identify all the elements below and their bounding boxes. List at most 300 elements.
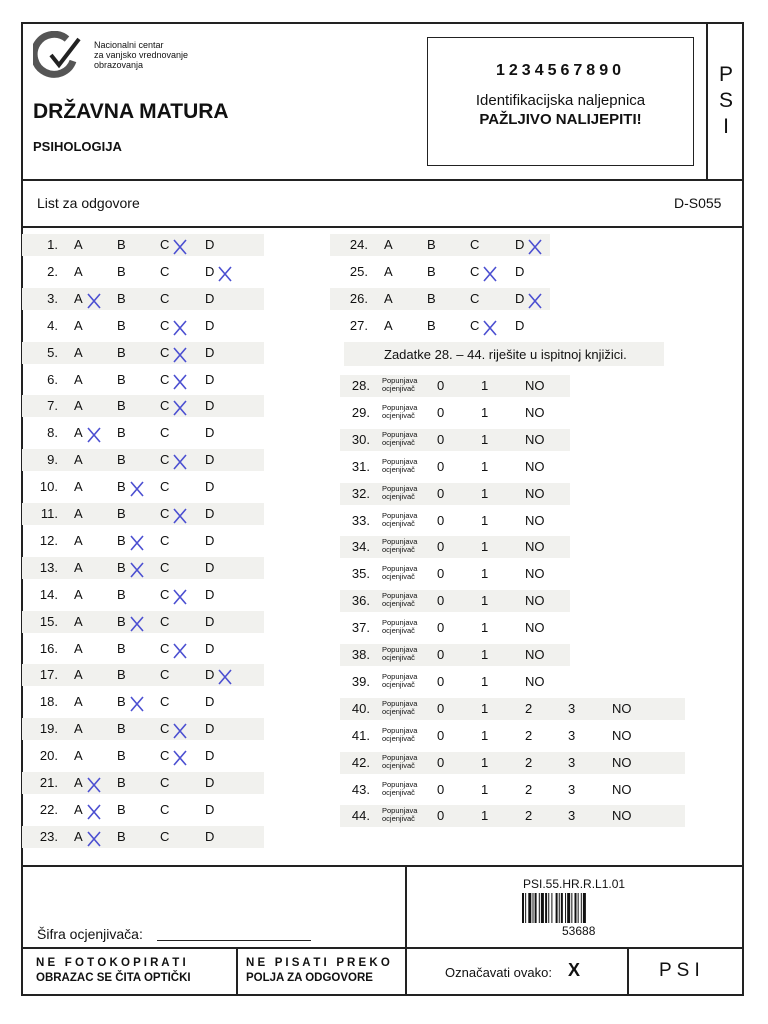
grader-label-line: Popunjava <box>382 591 418 601</box>
answer-option-b[interactable]: B <box>117 801 126 817</box>
score-option[interactable]: NO <box>612 727 632 743</box>
marked-x-icon <box>170 721 190 741</box>
grader-label-line: ocjenjivač <box>382 545 415 555</box>
grader-code-line[interactable] <box>157 940 311 941</box>
answer-option-a[interactable]: A <box>74 640 83 656</box>
answer-option-d[interactable]: D <box>205 613 215 629</box>
answer-option-d[interactable]: D <box>205 748 215 764</box>
answer-option-a[interactable]: A <box>74 371 83 387</box>
answer-option-a[interactable]: A <box>74 290 83 306</box>
answer-option-d[interactable]: D <box>205 801 215 817</box>
answer-option-d[interactable]: D <box>205 775 215 790</box>
score-option[interactable]: 2 <box>525 808 533 824</box>
answer-option-d[interactable]: D <box>205 640 215 656</box>
score-option[interactable]: 0 <box>437 539 445 555</box>
mc-answer-row <box>22 638 264 660</box>
marked-x-icon <box>170 587 190 607</box>
answer-option-c[interactable]: C <box>160 748 170 764</box>
answer-option-b[interactable]: B <box>117 398 126 414</box>
score-option[interactable]: 1 <box>481 458 489 474</box>
score-option[interactable]: 1 <box>481 727 489 743</box>
question-number: 18. <box>39 694 58 710</box>
score-option[interactable]: 3 <box>568 727 576 743</box>
graded-item-row <box>340 671 570 693</box>
score-option[interactable]: 1 <box>481 566 489 582</box>
answer-option-d[interactable]: D <box>205 452 215 468</box>
score-option[interactable]: 1 <box>481 539 489 555</box>
question-number: 16. <box>39 640 58 656</box>
question-number: 29. <box>351 404 370 420</box>
question-number: 27. <box>349 317 368 333</box>
answer-option-b[interactable]: B <box>117 506 126 521</box>
answer-option-d[interactable]: D <box>205 371 215 387</box>
score-option[interactable]: NO <box>525 647 545 662</box>
mc-answer-row <box>22 557 264 579</box>
marked-x-icon <box>84 775 104 795</box>
score-option[interactable]: 1 <box>481 781 489 797</box>
score-option[interactable]: 3 <box>568 781 576 797</box>
answer-option-a[interactable]: A <box>384 317 393 333</box>
score-option[interactable]: 2 <box>525 700 533 716</box>
answer-option-d[interactable]: D <box>205 828 215 844</box>
barcode-bar <box>528 893 531 923</box>
answer-option-a[interactable]: A <box>384 263 393 279</box>
footer-split-3 <box>627 947 629 996</box>
answer-option-c[interactable]: C <box>160 801 170 817</box>
marked-x-icon <box>127 560 147 580</box>
answer-option-a[interactable]: A <box>74 452 83 468</box>
grader-label-line: Popunjava <box>382 806 418 816</box>
answer-option-b[interactable]: B <box>427 263 436 279</box>
answer-option-a[interactable]: A <box>74 667 83 683</box>
answer-option-d[interactable]: D <box>205 559 215 575</box>
graded-item-row <box>340 536 570 558</box>
answer-option-d[interactable]: D <box>205 317 215 333</box>
answer-option-b[interactable]: B <box>117 586 126 602</box>
score-option[interactable]: 1 <box>481 378 489 393</box>
score-option[interactable]: 0 <box>437 458 445 474</box>
grader-label-line: Popunjava <box>382 752 418 762</box>
barcode-bar <box>565 893 566 923</box>
no-write-notice <box>246 956 390 986</box>
answer-option-b[interactable]: B <box>117 828 126 844</box>
answer-option-b[interactable]: B <box>117 263 126 279</box>
grader-label-line: ocjenjivač <box>382 787 415 797</box>
marked-x-icon <box>127 694 147 714</box>
score-option[interactable]: 1 <box>481 754 489 770</box>
answer-option-b[interactable]: B <box>117 425 126 441</box>
score-option[interactable]: NO <box>525 404 545 420</box>
grader-label-line: Popunjava <box>382 725 418 735</box>
score-option[interactable]: 0 <box>437 566 445 582</box>
barcode-bar <box>567 893 570 923</box>
score-option[interactable]: NO <box>612 808 632 824</box>
score-option[interactable]: 3 <box>568 754 576 770</box>
answer-option-c[interactable]: C <box>470 290 480 306</box>
grader-label <box>382 727 417 743</box>
question-number: 31. <box>351 458 370 474</box>
score-option[interactable]: 1 <box>481 673 489 689</box>
score-option[interactable]: NO <box>525 593 545 609</box>
score-option[interactable]: 0 <box>437 673 445 689</box>
answer-option-a[interactable]: A <box>74 237 83 252</box>
answer-option-a[interactable]: A <box>74 344 83 360</box>
answer-option-b[interactable]: B <box>117 532 126 548</box>
score-option[interactable]: NO <box>525 673 545 689</box>
mc-answer-row <box>330 315 550 337</box>
score-option[interactable]: 1 <box>481 593 489 609</box>
answer-option-a[interactable]: A <box>74 613 83 629</box>
question-number: 4. <box>47 317 58 333</box>
barcode-bar <box>578 893 579 923</box>
score-option[interactable]: 0 <box>437 404 445 420</box>
barcode-bar <box>581 893 582 923</box>
marked-x-icon <box>480 264 500 284</box>
answer-option-c[interactable]: C <box>470 263 480 279</box>
marked-x-icon <box>84 425 104 445</box>
answer-option-a[interactable]: A <box>74 479 83 495</box>
score-option[interactable]: NO <box>525 378 545 393</box>
answer-option-b[interactable]: B <box>117 237 126 252</box>
marked-x-icon <box>170 748 190 768</box>
score-option[interactable]: NO <box>525 458 545 474</box>
score-option[interactable]: NO <box>525 566 545 582</box>
marked-x-icon <box>170 452 190 472</box>
score-option[interactable]: 0 <box>437 754 445 770</box>
mc-answer-row <box>330 261 550 283</box>
mc-answer-row <box>22 261 264 283</box>
grader-label <box>382 754 417 770</box>
barcode-bar <box>556 893 558 923</box>
mc-answer-row <box>330 234 550 256</box>
grader-label-line: Popunjava <box>382 510 418 520</box>
org-line: Nacionalni centar <box>94 40 164 50</box>
score-option[interactable]: 1 <box>481 512 489 528</box>
answer-option-a[interactable]: A <box>74 532 83 548</box>
org-name <box>94 40 188 70</box>
question-number: 30. <box>351 431 370 447</box>
grader-label <box>382 700 417 716</box>
answer-option-a[interactable]: A <box>74 775 83 790</box>
answer-option-b[interactable]: B <box>117 775 126 790</box>
answer-option-b[interactable]: B <box>427 290 436 306</box>
score-option[interactable]: 3 <box>568 808 576 824</box>
answer-option-c[interactable]: C <box>160 506 170 521</box>
score-option[interactable]: 3 <box>568 700 576 716</box>
grader-label-line: ocjenjivač <box>382 572 415 582</box>
grader-label-line: ocjenjivač <box>382 733 415 743</box>
mc-answer-row <box>22 772 264 794</box>
answer-option-c[interactable]: C <box>470 237 480 252</box>
answer-option-d[interactable]: D <box>205 532 215 548</box>
grader-label <box>382 807 417 823</box>
question-number: 23. <box>39 828 58 844</box>
barcode-bar <box>561 893 563 923</box>
score-option[interactable]: NO <box>525 620 545 636</box>
marked-x-icon <box>170 318 190 338</box>
grader-label-line: Popunjava <box>382 402 418 412</box>
answer-option-d[interactable]: D <box>515 263 525 279</box>
answer-option-c[interactable]: C <box>160 290 170 306</box>
answer-option-a[interactable]: A <box>74 263 83 279</box>
score-option[interactable]: NO <box>612 700 632 716</box>
question-number: 10. <box>39 479 58 495</box>
graded-item-row <box>340 590 570 612</box>
marked-x-icon <box>84 802 104 822</box>
ncvvo-logo-icon <box>33 31 85 79</box>
question-number: 28. <box>351 378 370 393</box>
answer-option-b[interactable]: B <box>117 479 126 495</box>
answer-option-b[interactable]: B <box>117 317 126 333</box>
answer-option-a[interactable]: A <box>74 828 83 844</box>
answer-option-b[interactable]: B <box>117 613 126 629</box>
answer-option-c[interactable]: C <box>470 317 480 333</box>
side-subject-code <box>708 62 744 140</box>
score-option[interactable]: 0 <box>437 808 445 824</box>
barcode-bar <box>575 893 577 923</box>
question-number: 33. <box>351 512 370 528</box>
grader-label <box>382 431 417 447</box>
mc-answer-row <box>22 503 264 525</box>
answer-option-a[interactable]: A <box>74 398 83 414</box>
answer-option-b[interactable]: B <box>427 237 436 252</box>
barcode-bar <box>541 893 544 923</box>
question-number: 2. <box>47 263 58 279</box>
answer-option-d[interactable]: D <box>515 317 525 333</box>
score-option[interactable]: 1 <box>481 485 489 501</box>
answer-option-a[interactable]: A <box>74 506 83 521</box>
graded-item-row <box>340 456 570 478</box>
answer-option-c[interactable]: C <box>160 425 170 441</box>
answer-option-b[interactable]: B <box>117 452 126 468</box>
answer-option-d[interactable]: D <box>205 721 215 737</box>
footer-subject-code: P S I <box>659 960 700 981</box>
grader-label-line: Popunjava <box>382 645 418 654</box>
answer-option-c[interactable]: C <box>160 237 170 252</box>
answer-option-c[interactable]: C <box>160 828 170 844</box>
marked-x-icon <box>525 291 545 311</box>
answer-option-a[interactable]: A <box>74 801 83 817</box>
mc-answer-row <box>22 799 264 821</box>
barcode-bar <box>548 893 549 923</box>
answer-option-a[interactable]: A <box>74 748 83 764</box>
answer-option-c[interactable]: C <box>160 613 170 629</box>
barcode-bar <box>535 893 537 923</box>
answer-option-b[interactable]: B <box>117 667 126 683</box>
question-number: 37. <box>351 620 370 636</box>
answer-option-d[interactable]: D <box>205 586 215 602</box>
barcode-icon <box>522 893 644 923</box>
answer-option-d[interactable]: D <box>205 344 215 360</box>
org-line: obrazovanja <box>94 60 144 70</box>
answer-option-a[interactable]: A <box>74 559 83 575</box>
answer-option-b[interactable]: B <box>117 290 126 306</box>
grader-label-line: ocjenjivač <box>382 706 415 716</box>
org-line: za vanjsko vrednovanje <box>94 50 189 60</box>
answer-option-b[interactable]: B <box>117 344 126 360</box>
form-code: PSI.55.HR.R.L1.01 <box>523 877 626 891</box>
marked-x-icon <box>215 264 235 284</box>
score-option[interactable]: 1 <box>481 647 489 662</box>
answer-option-a[interactable]: A <box>74 425 83 441</box>
graded-item-row <box>340 375 570 397</box>
question-number: 5. <box>47 344 58 360</box>
score-option[interactable]: NO <box>525 431 545 447</box>
mc-answer-row <box>22 530 264 552</box>
marked-x-icon <box>170 237 190 257</box>
marked-x-icon <box>215 667 235 687</box>
score-option[interactable]: 2 <box>525 754 533 770</box>
grader-label <box>382 404 417 420</box>
answer-option-c[interactable]: C <box>160 586 170 602</box>
score-option[interactable]: 2 <box>525 781 533 797</box>
score-option[interactable]: 2 <box>525 727 533 743</box>
answer-option-c[interactable]: C <box>160 640 170 656</box>
answer-option-c[interactable]: C <box>160 263 170 279</box>
answer-option-c[interactable]: C <box>160 694 170 710</box>
grader-label-line: Popunjava <box>382 698 418 708</box>
answer-option-b[interactable]: B <box>427 317 436 333</box>
mc-answer-row <box>22 745 264 767</box>
mc-answer-row <box>22 826 264 848</box>
answer-option-d[interactable]: D <box>205 479 215 495</box>
answer-option-a[interactable]: A <box>384 237 393 252</box>
question-number: 22. <box>39 801 58 817</box>
answer-option-d[interactable]: D <box>205 667 215 683</box>
mc-answer-row <box>22 342 264 364</box>
mark-like-symbol: X <box>568 960 581 980</box>
answer-option-c[interactable]: C <box>160 479 170 495</box>
grader-label-line: Popunjava <box>382 429 418 439</box>
grader-label-line: Popunjava <box>382 779 418 789</box>
id-label: Identifikacijska naljepnica <box>475 92 646 109</box>
score-option[interactable]: 0 <box>437 620 445 636</box>
question-number: 17. <box>39 667 58 683</box>
score-option[interactable]: NO <box>612 754 632 770</box>
grader-label <box>382 485 417 501</box>
barcode-bar <box>583 893 586 923</box>
answer-option-d[interactable]: D <box>205 398 215 414</box>
answer-option-a[interactable]: A <box>74 317 83 333</box>
answer-option-c[interactable]: C <box>160 559 170 575</box>
answer-option-d[interactable]: D <box>515 290 525 306</box>
grader-label <box>382 646 417 662</box>
marked-x-icon <box>127 479 147 499</box>
marked-x-icon <box>170 398 190 418</box>
answer-option-d[interactable]: D <box>205 425 215 441</box>
score-option[interactable]: 0 <box>437 781 445 797</box>
score-option[interactable]: NO <box>525 539 545 555</box>
sheet-label: List za odgovore <box>37 195 140 211</box>
score-option[interactable]: 0 <box>437 512 445 528</box>
answer-option-c[interactable]: C <box>160 371 170 387</box>
question-number: 35. <box>351 566 370 582</box>
graded-item-row <box>340 698 685 720</box>
grader-label-line: ocjenjivač <box>382 626 415 636</box>
score-option[interactable]: 0 <box>437 485 445 501</box>
answer-option-a[interactable]: A <box>74 721 83 737</box>
answer-option-b[interactable]: B <box>117 371 126 387</box>
score-option[interactable]: 1 <box>481 431 489 447</box>
answer-option-d[interactable]: D <box>205 237 215 252</box>
answer-option-a[interactable]: A <box>74 586 83 602</box>
answer-option-d[interactable]: D <box>205 694 215 710</box>
score-option[interactable]: 0 <box>437 647 445 662</box>
no-write-line-1: N E P I S A T I P R E K O <box>246 957 390 969</box>
answer-option-c[interactable]: C <box>160 344 170 360</box>
score-option[interactable]: NO <box>525 485 545 501</box>
score-option[interactable]: 0 <box>437 378 445 393</box>
answer-option-b[interactable]: B <box>117 694 126 710</box>
answer-option-d[interactable]: D <box>205 290 215 306</box>
grader-label <box>382 592 417 608</box>
grader-label-line: Popunjava <box>382 671 418 681</box>
grader-label-line: Popunjava <box>382 564 418 574</box>
answer-option-c[interactable]: C <box>160 775 170 790</box>
question-number: 34. <box>351 539 370 555</box>
question-number: 19. <box>39 721 58 737</box>
grader-label <box>382 377 417 393</box>
answer-option-b[interactable]: B <box>117 559 126 575</box>
barcode-bar <box>525 893 526 923</box>
mc-answer-row <box>330 288 550 310</box>
no-write-line-2: POLJA ZA ODGOVORE <box>246 972 373 984</box>
grader-label <box>382 512 417 528</box>
answer-option-c[interactable]: C <box>160 317 170 333</box>
answer-option-d[interactable]: D <box>205 263 215 279</box>
answer-option-a[interactable]: A <box>384 290 393 306</box>
question-number: 13. <box>39 559 58 575</box>
grader-label-line: ocjenjivač <box>382 653 415 662</box>
grader-label-line: ocjenjivač <box>382 491 415 501</box>
grader-label-line: ocjenjivač <box>382 599 415 609</box>
mc-answer-row <box>22 718 264 740</box>
score-option[interactable]: 0 <box>437 727 445 743</box>
answer-option-d[interactable]: D <box>205 506 215 521</box>
score-option[interactable]: 1 <box>481 404 489 420</box>
question-number: 3. <box>47 290 58 306</box>
score-option[interactable]: 1 <box>481 700 489 716</box>
question-number: 36. <box>351 593 370 609</box>
marked-x-icon <box>170 641 190 661</box>
answer-option-c[interactable]: C <box>160 721 170 737</box>
answer-option-d[interactable]: D <box>515 237 525 252</box>
grader-label <box>382 538 417 554</box>
id-number: 1234567890 <box>496 62 625 79</box>
score-option[interactable]: 1 <box>481 808 489 824</box>
answer-option-c[interactable]: C <box>160 667 170 683</box>
score-option[interactable]: NO <box>525 512 545 528</box>
answer-option-b[interactable]: B <box>117 640 126 656</box>
mc-answer-row <box>22 395 264 417</box>
answer-option-c[interactable]: C <box>160 398 170 414</box>
grader-label-line: ocjenjivač <box>382 464 415 474</box>
answer-option-a[interactable]: A <box>74 694 83 710</box>
answer-option-c[interactable]: C <box>160 532 170 548</box>
grader-label-line: ocjenjivač <box>382 410 415 420</box>
score-option[interactable]: 0 <box>437 593 445 609</box>
score-option[interactable]: NO <box>612 781 632 797</box>
score-option[interactable]: 0 <box>437 431 445 447</box>
score-option[interactable]: 1 <box>481 620 489 636</box>
mc-answer-row <box>22 611 264 633</box>
answer-option-b[interactable]: B <box>117 721 126 737</box>
score-option[interactable]: 0 <box>437 700 445 716</box>
answer-option-b[interactable]: B <box>117 748 126 764</box>
question-number: 7. <box>47 398 58 414</box>
question-number: 40. <box>351 700 370 716</box>
answer-option-c[interactable]: C <box>160 452 170 468</box>
